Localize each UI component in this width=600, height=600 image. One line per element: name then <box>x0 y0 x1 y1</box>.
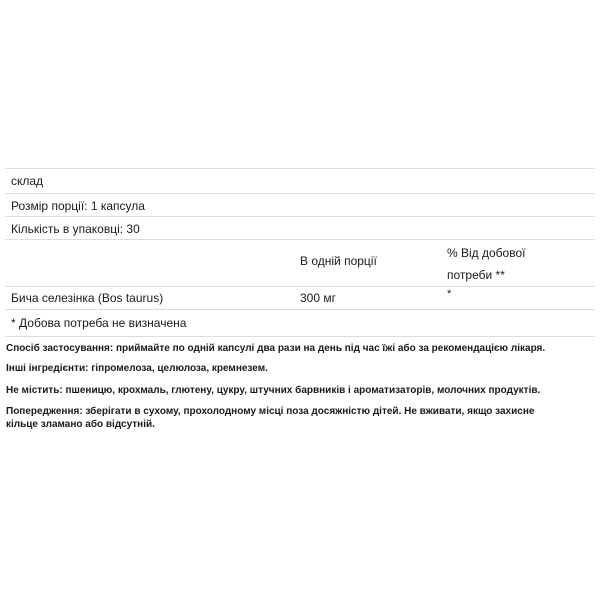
ingredient-daily-value: * <box>447 288 452 300</box>
daily-value-footnote: * Добова потреба не визначена <box>11 316 187 330</box>
servings-per-container: Кількість в упаковці: 30 <box>11 222 140 236</box>
servings-per-container-row <box>5 216 595 239</box>
ingredient-amount: 300 мг <box>300 291 336 305</box>
table-header-row <box>5 239 595 286</box>
daily-value-header-line2: потреби ** <box>447 268 505 282</box>
warning-note: Попередження: зберігати в сухому, прохолодному місці поза досяжністю дітей. Не вживати, якщо захисне кільце зламано або відсутній. <box>6 406 535 430</box>
daily-value-header <box>447 242 557 286</box>
serving-size-row <box>5 193 595 216</box>
per-serving-header: В одній порції <box>300 254 377 268</box>
serving-size: Розмір порції: 1 капсула <box>11 199 145 213</box>
daily-value-header-line1: % Від добової <box>447 246 526 260</box>
does-not-contain-note: Не містить: пшеницю, крохмаль, глютену, цукру, штучних барвників і ароматизаторів, молочних продуктів. <box>6 385 541 396</box>
supplement-facts-table <box>5 168 595 337</box>
ingredient-name: Бича селезінка (Bos taurus) <box>11 291 164 305</box>
table-title-row <box>5 168 595 193</box>
table-title: склад <box>11 174 44 188</box>
usage-note: Спосіб застосування: приймайте по одній капсулі два рази на день під час їжі або за рекомендацією лікаря. <box>6 343 546 354</box>
footnote-row <box>5 309 595 337</box>
table-row <box>5 286 595 309</box>
other-ingredients-note: Інші інгредієнти: гіпромелоза, целюлоза, кремнезем. <box>6 363 268 374</box>
